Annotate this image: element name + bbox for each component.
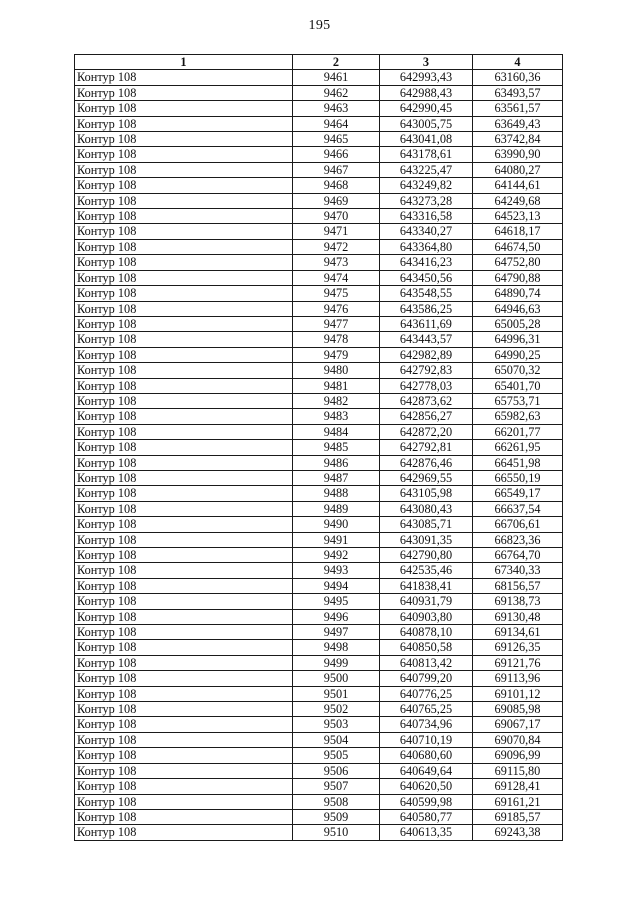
contour-name-cell: Контур 108 bbox=[75, 671, 293, 686]
table-row bbox=[75, 255, 563, 270]
y-coordinate-cell: 65401,70 bbox=[473, 378, 563, 393]
contour-name-cell: Контур 108 bbox=[75, 239, 293, 254]
point-number-cell: 9494 bbox=[293, 578, 380, 593]
y-coordinate-cell: 66764,70 bbox=[473, 548, 563, 563]
x-coordinate-cell: 640765,25 bbox=[380, 702, 473, 717]
contour-name-cell: Контур 108 bbox=[75, 286, 293, 301]
x-coordinate-cell: 642856,27 bbox=[380, 409, 473, 424]
contour-name-cell: Контур 108 bbox=[75, 517, 293, 532]
contour-name-cell: Контур 108 bbox=[75, 224, 293, 239]
x-coordinate-cell: 642778,03 bbox=[380, 378, 473, 393]
point-number-cell: 9461 bbox=[293, 70, 380, 85]
x-coordinate-cell: 642873,62 bbox=[380, 393, 473, 408]
point-number-cell: 9472 bbox=[293, 239, 380, 254]
y-coordinate-cell: 69128,41 bbox=[473, 779, 563, 794]
contour-name-cell: Контур 108 bbox=[75, 70, 293, 85]
x-coordinate-cell: 640799,20 bbox=[380, 671, 473, 686]
y-coordinate-cell: 64946,63 bbox=[473, 301, 563, 316]
contour-name-cell: Контур 108 bbox=[75, 347, 293, 362]
table-row bbox=[75, 147, 563, 162]
x-coordinate-cell: 640734,96 bbox=[380, 717, 473, 732]
y-coordinate-cell: 64674,50 bbox=[473, 239, 563, 254]
table-row bbox=[75, 178, 563, 193]
x-coordinate-cell: 642988,43 bbox=[380, 85, 473, 100]
table-header-row bbox=[75, 55, 563, 70]
point-number-cell: 9473 bbox=[293, 255, 380, 270]
contour-name-cell: Контур 108 bbox=[75, 748, 293, 763]
y-coordinate-cell: 69130,48 bbox=[473, 609, 563, 624]
y-coordinate-cell: 69243,38 bbox=[473, 825, 563, 840]
y-coordinate-cell: 63160,36 bbox=[473, 70, 563, 85]
x-coordinate-cell: 640776,25 bbox=[380, 686, 473, 701]
table-row bbox=[75, 378, 563, 393]
y-coordinate-cell: 69070,84 bbox=[473, 732, 563, 747]
x-coordinate-cell: 642982,89 bbox=[380, 347, 473, 362]
table-row bbox=[75, 224, 563, 239]
x-coordinate-cell: 640580,77 bbox=[380, 809, 473, 824]
table-row bbox=[75, 332, 563, 347]
x-coordinate-cell: 643273,28 bbox=[380, 193, 473, 208]
point-number-cell: 9477 bbox=[293, 316, 380, 331]
table-row bbox=[75, 409, 563, 424]
table-row bbox=[75, 763, 563, 778]
point-number-cell: 9492 bbox=[293, 548, 380, 563]
table-row bbox=[75, 748, 563, 763]
point-number-cell: 9497 bbox=[293, 625, 380, 640]
point-number-cell: 9463 bbox=[293, 101, 380, 116]
x-coordinate-cell: 640710,19 bbox=[380, 732, 473, 747]
point-number-cell: 9506 bbox=[293, 763, 380, 778]
y-coordinate-cell: 68156,57 bbox=[473, 578, 563, 593]
contour-name-cell: Контур 108 bbox=[75, 794, 293, 809]
x-coordinate-cell: 643450,56 bbox=[380, 270, 473, 285]
contour-name-cell: Контур 108 bbox=[75, 486, 293, 501]
table-row bbox=[75, 625, 563, 640]
contour-name-cell: Контур 108 bbox=[75, 578, 293, 593]
point-number-cell: 9491 bbox=[293, 532, 380, 547]
contour-name-cell: Контур 108 bbox=[75, 101, 293, 116]
table-row bbox=[75, 209, 563, 224]
point-number-cell: 9484 bbox=[293, 424, 380, 439]
contour-name-cell: Контур 108 bbox=[75, 625, 293, 640]
table-row bbox=[75, 347, 563, 362]
contour-name-cell: Контур 108 bbox=[75, 132, 293, 147]
x-coordinate-cell: 643340,27 bbox=[380, 224, 473, 239]
contour-name-cell: Контур 108 bbox=[75, 332, 293, 347]
contour-name-cell: Контур 108 bbox=[75, 702, 293, 717]
contour-name-cell: Контур 108 bbox=[75, 717, 293, 732]
x-coordinate-cell: 643586,25 bbox=[380, 301, 473, 316]
y-coordinate-cell: 64996,31 bbox=[473, 332, 563, 347]
table-row bbox=[75, 363, 563, 378]
contour-name-cell: Контур 108 bbox=[75, 609, 293, 624]
point-number-cell: 9510 bbox=[293, 825, 380, 840]
y-coordinate-cell: 63649,43 bbox=[473, 116, 563, 131]
table-row bbox=[75, 486, 563, 501]
y-coordinate-cell: 69121,76 bbox=[473, 655, 563, 670]
contour-name-cell: Контур 108 bbox=[75, 393, 293, 408]
point-number-cell: 9501 bbox=[293, 686, 380, 701]
x-coordinate-cell: 643249,82 bbox=[380, 178, 473, 193]
point-number-cell: 9476 bbox=[293, 301, 380, 316]
table-row bbox=[75, 517, 563, 532]
y-coordinate-cell: 65753,71 bbox=[473, 393, 563, 408]
contour-name-cell: Контур 108 bbox=[75, 532, 293, 547]
y-coordinate-cell: 64249,68 bbox=[473, 193, 563, 208]
contour-name-cell: Контур 108 bbox=[75, 563, 293, 578]
table-row bbox=[75, 470, 563, 485]
y-coordinate-cell: 66549,17 bbox=[473, 486, 563, 501]
point-number-cell: 9496 bbox=[293, 609, 380, 624]
point-number-cell: 9504 bbox=[293, 732, 380, 747]
contour-name-cell: Контур 108 bbox=[75, 455, 293, 470]
contour-name-cell: Контур 108 bbox=[75, 501, 293, 516]
point-number-cell: 9505 bbox=[293, 748, 380, 763]
table-row bbox=[75, 609, 563, 624]
point-number-cell: 9482 bbox=[293, 393, 380, 408]
x-coordinate-cell: 643105,98 bbox=[380, 486, 473, 501]
y-coordinate-cell: 69096,99 bbox=[473, 748, 563, 763]
table-row bbox=[75, 70, 563, 85]
table-row bbox=[75, 85, 563, 100]
column-header: 3 bbox=[380, 55, 473, 70]
x-coordinate-cell: 640680,60 bbox=[380, 748, 473, 763]
x-coordinate-cell: 640649,64 bbox=[380, 763, 473, 778]
point-number-cell: 9480 bbox=[293, 363, 380, 378]
contour-name-cell: Контур 108 bbox=[75, 162, 293, 177]
point-number-cell: 9486 bbox=[293, 455, 380, 470]
table-row bbox=[75, 732, 563, 747]
y-coordinate-cell: 66451,98 bbox=[473, 455, 563, 470]
point-number-cell: 9475 bbox=[293, 286, 380, 301]
x-coordinate-cell: 642535,46 bbox=[380, 563, 473, 578]
x-coordinate-cell: 643416,23 bbox=[380, 255, 473, 270]
contour-name-cell: Контур 108 bbox=[75, 316, 293, 331]
x-coordinate-cell: 642876,46 bbox=[380, 455, 473, 470]
table-row bbox=[75, 671, 563, 686]
y-coordinate-cell: 65005,28 bbox=[473, 316, 563, 331]
table-row bbox=[75, 101, 563, 116]
table-row bbox=[75, 116, 563, 131]
y-coordinate-cell: 64752,80 bbox=[473, 255, 563, 270]
x-coordinate-cell: 642792,83 bbox=[380, 363, 473, 378]
point-number-cell: 9495 bbox=[293, 594, 380, 609]
contour-name-cell: Контур 108 bbox=[75, 363, 293, 378]
table-row bbox=[75, 424, 563, 439]
x-coordinate-cell: 643548,55 bbox=[380, 286, 473, 301]
y-coordinate-cell: 67340,33 bbox=[473, 563, 563, 578]
point-number-cell: 9502 bbox=[293, 702, 380, 717]
table-row bbox=[75, 162, 563, 177]
y-coordinate-cell: 65982,63 bbox=[473, 409, 563, 424]
table-row bbox=[75, 794, 563, 809]
point-number-cell: 9481 bbox=[293, 378, 380, 393]
contour-name-cell: Контур 108 bbox=[75, 655, 293, 670]
contour-name-cell: Контур 108 bbox=[75, 301, 293, 316]
point-number-cell: 9507 bbox=[293, 779, 380, 794]
x-coordinate-cell: 643080,43 bbox=[380, 501, 473, 516]
x-coordinate-cell: 640931,79 bbox=[380, 594, 473, 609]
table-row bbox=[75, 301, 563, 316]
point-number-cell: 9466 bbox=[293, 147, 380, 162]
x-coordinate-cell: 643443,57 bbox=[380, 332, 473, 347]
y-coordinate-cell: 69115,80 bbox=[473, 763, 563, 778]
y-coordinate-cell: 64790,88 bbox=[473, 270, 563, 285]
table-row bbox=[75, 193, 563, 208]
y-coordinate-cell: 66550,19 bbox=[473, 470, 563, 485]
table-row bbox=[75, 594, 563, 609]
x-coordinate-cell: 642790,80 bbox=[380, 548, 473, 563]
table-row bbox=[75, 563, 563, 578]
point-number-cell: 9479 bbox=[293, 347, 380, 362]
x-coordinate-cell: 640613,35 bbox=[380, 825, 473, 840]
y-coordinate-cell: 66637,54 bbox=[473, 501, 563, 516]
table-row bbox=[75, 640, 563, 655]
table-row bbox=[75, 702, 563, 717]
table-row bbox=[75, 532, 563, 547]
y-coordinate-cell: 69161,21 bbox=[473, 794, 563, 809]
x-coordinate-cell: 640878,10 bbox=[380, 625, 473, 640]
table-row bbox=[75, 270, 563, 285]
table-row bbox=[75, 132, 563, 147]
contour-name-cell: Контур 108 bbox=[75, 440, 293, 455]
y-coordinate-cell: 65070,32 bbox=[473, 363, 563, 378]
y-coordinate-cell: 66261,95 bbox=[473, 440, 563, 455]
y-coordinate-cell: 63742,84 bbox=[473, 132, 563, 147]
contour-name-cell: Контур 108 bbox=[75, 640, 293, 655]
x-coordinate-cell: 641838,41 bbox=[380, 578, 473, 593]
y-coordinate-cell: 69067,17 bbox=[473, 717, 563, 732]
contour-name-cell: Контур 108 bbox=[75, 147, 293, 162]
y-coordinate-cell: 69138,73 bbox=[473, 594, 563, 609]
table-row bbox=[75, 316, 563, 331]
x-coordinate-cell: 640813,42 bbox=[380, 655, 473, 670]
x-coordinate-cell: 642993,43 bbox=[380, 70, 473, 85]
table-row bbox=[75, 809, 563, 824]
x-coordinate-cell: 642990,45 bbox=[380, 101, 473, 116]
table-row bbox=[75, 578, 563, 593]
y-coordinate-cell: 66706,61 bbox=[473, 517, 563, 532]
point-number-cell: 9464 bbox=[293, 116, 380, 131]
contour-name-cell: Контур 108 bbox=[75, 255, 293, 270]
point-number-cell: 9490 bbox=[293, 517, 380, 532]
table-row bbox=[75, 779, 563, 794]
contour-name-cell: Контур 108 bbox=[75, 193, 293, 208]
point-number-cell: 9499 bbox=[293, 655, 380, 670]
y-coordinate-cell: 69085,98 bbox=[473, 702, 563, 717]
x-coordinate-cell: 640620,50 bbox=[380, 779, 473, 794]
contour-name-cell: Контур 108 bbox=[75, 548, 293, 563]
x-coordinate-cell: 640903,80 bbox=[380, 609, 473, 624]
contour-name-cell: Контур 108 bbox=[75, 594, 293, 609]
contour-name-cell: Контур 108 bbox=[75, 378, 293, 393]
point-number-cell: 9470 bbox=[293, 209, 380, 224]
y-coordinate-cell: 64144,61 bbox=[473, 178, 563, 193]
point-number-cell: 9509 bbox=[293, 809, 380, 824]
y-coordinate-cell: 64890,74 bbox=[473, 286, 563, 301]
contour-name-cell: Контур 108 bbox=[75, 178, 293, 193]
table-row bbox=[75, 686, 563, 701]
point-number-cell: 9500 bbox=[293, 671, 380, 686]
contour-name-cell: Контур 108 bbox=[75, 424, 293, 439]
table-row bbox=[75, 825, 563, 840]
x-coordinate-cell: 643611,69 bbox=[380, 316, 473, 331]
y-coordinate-cell: 64618,17 bbox=[473, 224, 563, 239]
x-coordinate-cell: 640599,98 bbox=[380, 794, 473, 809]
x-coordinate-cell: 640850,58 bbox=[380, 640, 473, 655]
contour-name-cell: Контур 108 bbox=[75, 409, 293, 424]
y-coordinate-cell: 63990,90 bbox=[473, 147, 563, 162]
y-coordinate-cell: 63493,57 bbox=[473, 85, 563, 100]
page-number: 195 bbox=[308, 18, 331, 33]
y-coordinate-cell: 66201,77 bbox=[473, 424, 563, 439]
x-coordinate-cell: 643316,58 bbox=[380, 209, 473, 224]
table-body bbox=[75, 70, 563, 840]
column-header: 2 bbox=[293, 55, 380, 70]
point-number-cell: 9465 bbox=[293, 132, 380, 147]
column-header: 1 bbox=[75, 55, 293, 70]
point-number-cell: 9467 bbox=[293, 162, 380, 177]
x-coordinate-cell: 643364,80 bbox=[380, 239, 473, 254]
x-coordinate-cell: 643085,71 bbox=[380, 517, 473, 532]
table-row bbox=[75, 440, 563, 455]
point-number-cell: 9487 bbox=[293, 470, 380, 485]
table-row bbox=[75, 286, 563, 301]
contour-name-cell: Контур 108 bbox=[75, 686, 293, 701]
y-coordinate-cell: 64523,13 bbox=[473, 209, 563, 224]
table-row bbox=[75, 239, 563, 254]
y-coordinate-cell: 69101,12 bbox=[473, 686, 563, 701]
contour-name-cell: Контур 108 bbox=[75, 270, 293, 285]
point-number-cell: 9493 bbox=[293, 563, 380, 578]
contour-name-cell: Контур 108 bbox=[75, 209, 293, 224]
point-number-cell: 9489 bbox=[293, 501, 380, 516]
point-number-cell: 9471 bbox=[293, 224, 380, 239]
point-number-cell: 9468 bbox=[293, 178, 380, 193]
table-row bbox=[75, 717, 563, 732]
x-coordinate-cell: 643005,75 bbox=[380, 116, 473, 131]
y-coordinate-cell: 69185,57 bbox=[473, 809, 563, 824]
point-number-cell: 9474 bbox=[293, 270, 380, 285]
x-coordinate-cell: 643178,61 bbox=[380, 147, 473, 162]
x-coordinate-cell: 642872,20 bbox=[380, 424, 473, 439]
y-coordinate-cell: 64990,25 bbox=[473, 347, 563, 362]
contour-name-cell: Контур 108 bbox=[75, 779, 293, 794]
column-header: 4 bbox=[473, 55, 563, 70]
table-row bbox=[75, 501, 563, 516]
contour-name-cell: Контур 108 bbox=[75, 825, 293, 840]
coordinates-table bbox=[74, 54, 563, 841]
contour-name-cell: Контур 108 bbox=[75, 763, 293, 778]
x-coordinate-cell: 643225,47 bbox=[380, 162, 473, 177]
point-number-cell: 9503 bbox=[293, 717, 380, 732]
x-coordinate-cell: 642792,81 bbox=[380, 440, 473, 455]
point-number-cell: 9469 bbox=[293, 193, 380, 208]
contour-name-cell: Контур 108 bbox=[75, 809, 293, 824]
point-number-cell: 9488 bbox=[293, 486, 380, 501]
point-number-cell: 9478 bbox=[293, 332, 380, 347]
contour-name-cell: Контур 108 bbox=[75, 116, 293, 131]
point-number-cell: 9483 bbox=[293, 409, 380, 424]
y-coordinate-cell: 69113,96 bbox=[473, 671, 563, 686]
contour-name-cell: Контур 108 bbox=[75, 85, 293, 100]
point-number-cell: 9462 bbox=[293, 85, 380, 100]
y-coordinate-cell: 63561,57 bbox=[473, 101, 563, 116]
table-row bbox=[75, 393, 563, 408]
y-coordinate-cell: 69126,35 bbox=[473, 640, 563, 655]
point-number-cell: 9498 bbox=[293, 640, 380, 655]
x-coordinate-cell: 642969,55 bbox=[380, 470, 473, 485]
contour-name-cell: Контур 108 bbox=[75, 732, 293, 747]
table-row bbox=[75, 455, 563, 470]
point-number-cell: 9508 bbox=[293, 794, 380, 809]
x-coordinate-cell: 643091,35 bbox=[380, 532, 473, 547]
contour-name-cell: Контур 108 bbox=[75, 470, 293, 485]
table-row bbox=[75, 655, 563, 670]
y-coordinate-cell: 66823,36 bbox=[473, 532, 563, 547]
y-coordinate-cell: 64080,27 bbox=[473, 162, 563, 177]
point-number-cell: 9485 bbox=[293, 440, 380, 455]
y-coordinate-cell: 69134,61 bbox=[473, 625, 563, 640]
table-row bbox=[75, 548, 563, 563]
x-coordinate-cell: 643041,08 bbox=[380, 132, 473, 147]
